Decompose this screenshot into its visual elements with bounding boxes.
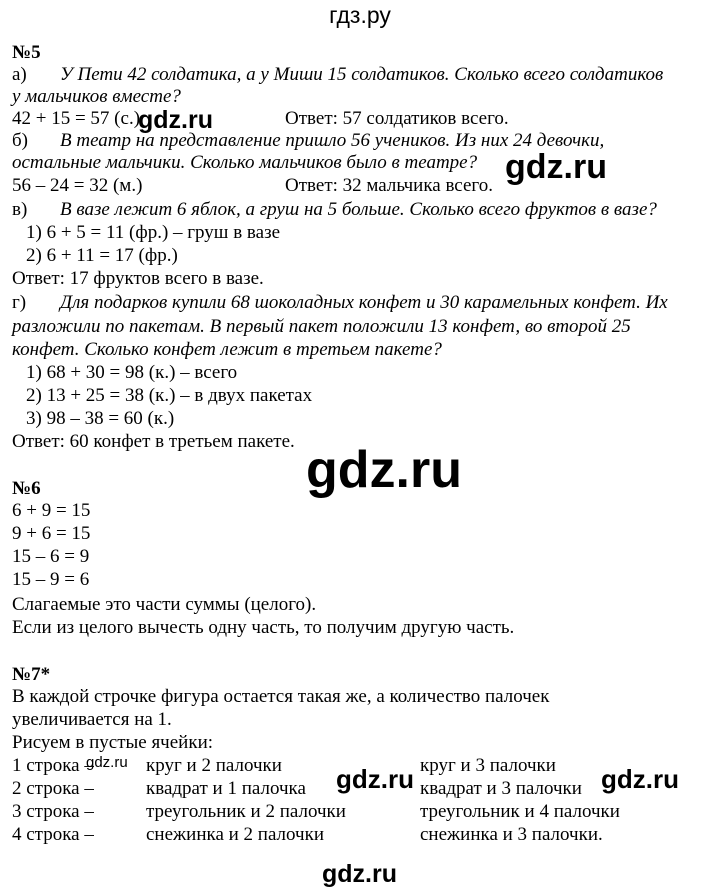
- task5a-answer: Ответ: 57 солдатиков всего.: [285, 108, 509, 129]
- task7-row-label: 3 строка –: [12, 801, 94, 822]
- task6-note2: Если из целого вычесть одну часть, то получим другую часть.: [12, 617, 515, 638]
- site-header: гдз.ру: [329, 2, 391, 28]
- task5d-answer: Ответ: 60 конфет в третьем пакете.: [12, 431, 295, 452]
- task5a-solution: 42 + 15 = 57 (с.): [12, 108, 141, 129]
- task6-equation: 15 – 6 = 9: [12, 546, 90, 567]
- task5b-answer: Ответ: 32 мальчика всего.: [285, 175, 493, 196]
- task5a-question-line2: у мальчиков вместе?: [12, 86, 181, 107]
- task7-intro: Рисуем в пустые ячейки:: [12, 732, 214, 753]
- task5a-question-line1: У Пети 42 солдатика, а у Миши 15 солдатиков. Сколько всего солдатиков: [60, 64, 664, 85]
- watermark: gdz.ru: [138, 106, 213, 134]
- task7-row-col2: круг и 3 палочки: [420, 755, 556, 776]
- task5c-step1: 1) 6 + 5 = 11 (фр.) – груш в вазе: [26, 222, 281, 243]
- task7-row-label: 1 строка –: [12, 755, 94, 776]
- task5d-question-line1: Для подарков купили 68 шоколадных конфет и 30 карамельных конфет. Их: [60, 292, 668, 313]
- task5c-step2: 2) 6 + 11 = 17 (фр.): [26, 245, 178, 266]
- task5c-question-line1: В вазе лежит 6 яблок, а груш на 5 больше. Сколько всего фруктов в вазе?: [60, 199, 657, 220]
- task5d-step1: 1) 68 + 30 = 98 (к.) – всего: [26, 362, 238, 383]
- task6-note1: Слагаемые это части суммы (целого).: [12, 594, 317, 615]
- task7-row-col1: треугольник и 2 палочки: [146, 801, 346, 822]
- task7-row-col1: снежинка и 2 палочки: [146, 824, 325, 845]
- watermark: gdz.ru: [86, 754, 128, 771]
- task7-text-line1: В каждой строчке фигура остается такая же, а количество палочек: [12, 686, 550, 707]
- task5d-question-line2: разложили по пакетам. В первый пакет положили 13 конфет, во второй 25: [12, 316, 631, 337]
- task7-row-col1: круг и 2 палочки: [146, 755, 282, 776]
- task5b-solution: 56 – 24 = 32 (м.): [12, 175, 143, 196]
- task5b-question-line1: В театр на представление пришло 56 учеников. Из них 24 девочки,: [60, 130, 605, 151]
- task5d-letter: г): [12, 292, 27, 313]
- task7-row-col2: треугольник и 4 палочки: [420, 801, 620, 822]
- task6-equation: 6 + 9 = 15: [12, 500, 91, 521]
- watermark: gdz.ru: [601, 764, 679, 794]
- task5c-answer: Ответ: 17 фруктов всего в вазе.: [12, 268, 264, 289]
- watermark: gdz.ru: [306, 441, 462, 499]
- task7-text-line2: увеличивается на 1.: [12, 709, 172, 730]
- task6-equation: 9 + 6 = 15: [12, 523, 91, 544]
- task7-row-label: 2 строка –: [12, 778, 94, 799]
- task6-title: №6: [12, 478, 41, 499]
- task5d-question-line3: конфет. Сколько конфет лежит в третьем пакете?: [12, 339, 442, 360]
- task7-row-col1: квадрат и 1 палочка: [146, 778, 306, 799]
- task5c-letter: в): [12, 199, 28, 220]
- watermark: gdz.ru: [336, 764, 414, 794]
- task5b-letter: б): [12, 130, 28, 151]
- task7-title: №7*: [12, 664, 51, 685]
- task7-row-col2: квадрат и 3 палочки: [420, 778, 582, 799]
- task5a-letter: а): [12, 64, 27, 85]
- task5-title: №5: [12, 42, 41, 63]
- watermark: gdz.ru: [322, 860, 397, 888]
- watermark: gdz.ru: [505, 148, 607, 186]
- task5d-step3: 3) 98 – 38 = 60 (к.): [26, 408, 175, 429]
- task7-row-label: 4 строка –: [12, 824, 94, 845]
- task6-equation: 15 – 9 = 6: [12, 569, 90, 590]
- task5b-question-line2: остальные мальчики. Сколько мальчиков было в театре?: [12, 152, 478, 173]
- task5d-step2: 2) 13 + 25 = 38 (к.) – в двух пакетах: [26, 385, 313, 406]
- task7-row-col2: снежинка и 3 палочки.: [420, 824, 603, 845]
